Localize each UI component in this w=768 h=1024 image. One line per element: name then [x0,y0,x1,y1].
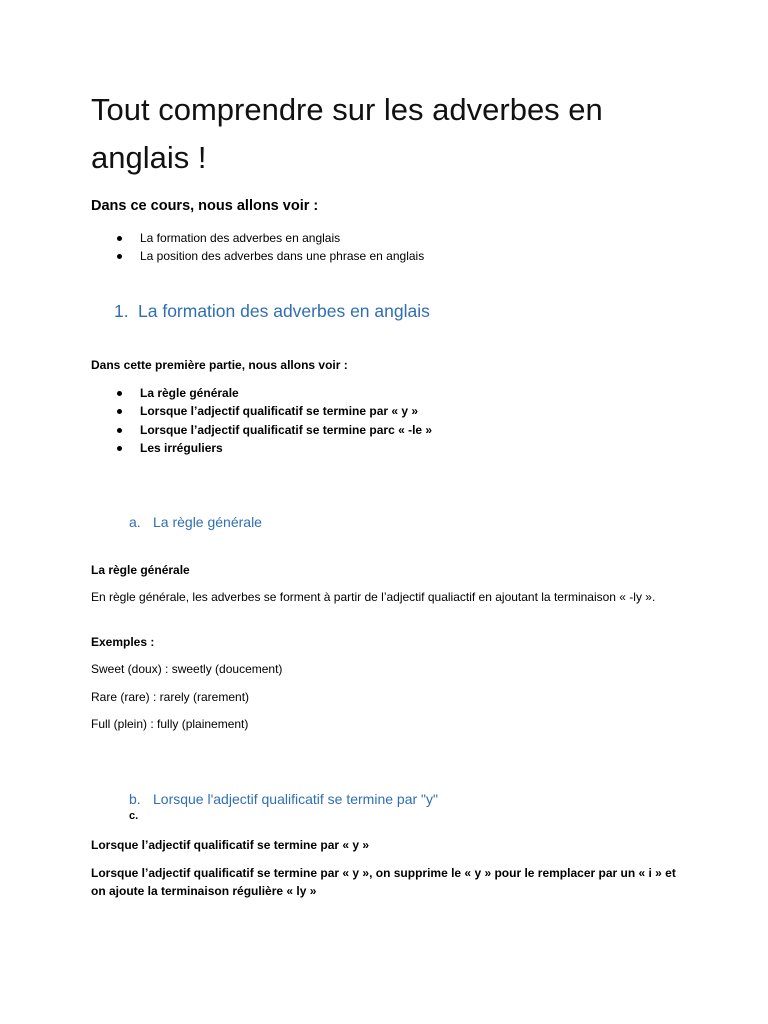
example-line: Full (plein) : fully (plainement) [91,717,249,731]
bullet-icon [117,428,122,433]
document-title: Tout comprendre sur les adverbes en anglais ! [91,92,603,175]
subsection-b-heading [129,791,438,807]
examples-label: Exemples : [91,635,155,649]
subsection-b-title: Lorsque l'adjectif qualificatif se termine par "y" [153,791,438,807]
intro-bullet-text: La formation des adverbes en anglais [140,231,341,245]
intro-heading: Dans ce cours, nous allons voir : [91,198,319,214]
subsection-a-title: La règle générale [153,514,262,530]
section-1-intro: Dans cette première partie, nous allons voir : [91,358,348,372]
subsection-b-paragraph: Lorsque l’adjectif qualificatif se termine par « y », on supprime le « y » pour le remplacer par un « i » et on ajoute la terminaison régulière « ly » [91,866,676,898]
subsection-a-heading [129,514,262,530]
subsection-a-bold-heading: La règle générale [91,563,190,577]
section-1-bullet-text: Lorsque l’adjectif qualificatif se termine parc « -le » [140,423,433,437]
bullet-icon [117,409,122,414]
section-1-bullet-text: La règle générale [140,386,239,400]
bullet-icon [117,391,122,396]
section-1-bullet-text: Lorsque l’adjectif qualificatif se termine par « y » [140,404,419,418]
subsection-a-paragraph: En règle générale, les adverbes se forment à partir de l’adjectif qualiactif en ajoutant la terminaison « -ly ». [91,590,656,604]
example-line: Sweet (doux) : sweetly (doucement) [91,662,283,676]
section-1-bullet-text: Les irréguliers [140,441,223,455]
bullet-icon [117,236,122,241]
stray-list-letter: c. [129,810,139,822]
bullet-icon [117,446,122,451]
bullet-icon [117,254,122,259]
subsection-b-letter: b. [129,791,141,807]
section-1-heading [114,301,430,322]
intro-bullet-text: La position des adverbes dans une phrase en anglais [140,249,425,263]
section-1-number: 1. [114,301,129,321]
subsection-b-bold-heading: Lorsque l’adjectif qualificatif se termine par « y » [91,838,370,852]
subsection-a-letter: a. [129,514,141,530]
section-1-title: La formation des adverbes en anglais [138,301,430,321]
example-line: Rare (rare) : rarely (rarement) [91,690,250,704]
